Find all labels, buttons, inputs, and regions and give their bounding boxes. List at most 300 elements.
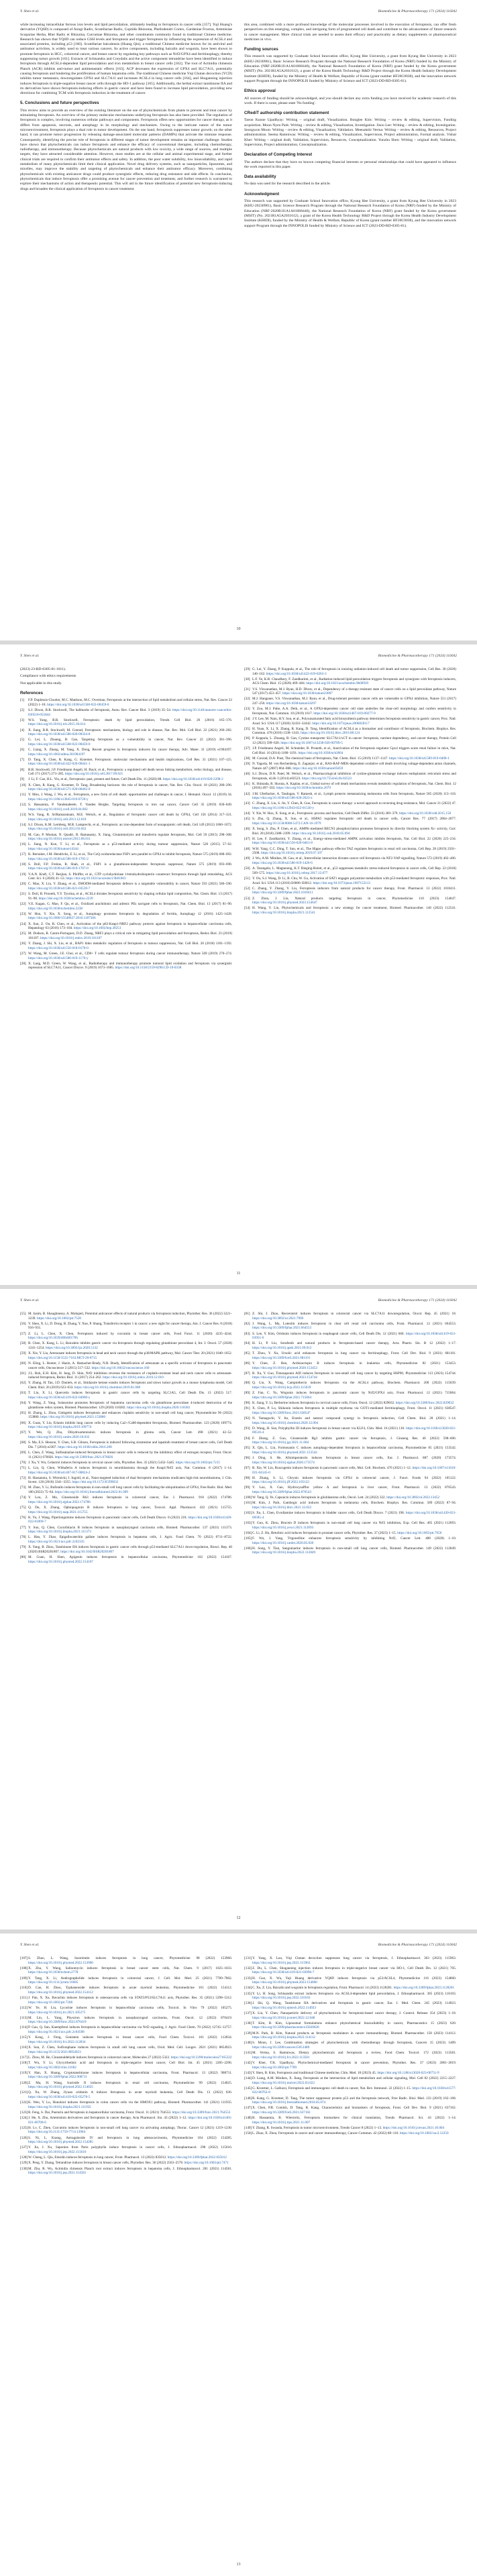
reference-text: X. Liu, Y. Chen, Nanoparticle delivery of phytochemicals for ferroptosis-based cancer therapy, J. Control. Release 354 (2023) 1–18. xyxy=(252,2011,456,2016)
reference-doi-link[interactable]: https://doi.org/10.1016/j.phymed.2023.154744 xyxy=(252,1376,317,1380)
reference-number: [31] xyxy=(244,687,250,691)
reference-doi-link[interactable]: https://doi.org/10.1016/j.cell.2017.09.021 xyxy=(64,772,123,777)
reference-doi-link[interactable]: https://doi.org/10.3389/fonc.2021.764553 xyxy=(172,2110,231,2115)
reference-doi-link[interactable]: https://doi.org/10.1002/ptr.7520 xyxy=(36,1316,82,1321)
reference-doi-link[interactable]: https://doi.org/10.1002/cac2.12250 xyxy=(399,2131,449,2136)
reference-doi-link[interactable]: https://doi.org/10.1038/cdd.2015.158 xyxy=(399,811,452,816)
reference-entry xyxy=(244,817,456,826)
reference-text: C. Zhang, Y. Zhang, Y. Liu, Ferroptosis inducers from natural products for cancer therapy, Front. Pharmacol. 13 (2022) 1010411. xyxy=(252,886,456,891)
reference-number: [24] xyxy=(20,921,26,926)
reference-doi-link[interactable]: https://doi.org/10.7554/eLife.02523 xyxy=(301,776,352,781)
reference-doi-link[interactable]: https://doi.org/10.1016/j.cell.2013.12.010 xyxy=(28,817,87,822)
reference-number: [48] xyxy=(244,846,250,851)
reference-doi-link[interactable]: https://doi.org/10.1021/acs.jafc.2c02335 xyxy=(28,1539,85,1544)
reference-text: M. Conrad, D.A. Pratt, The chemical basis of ferroptosis, Nat. Chem. Biol. 15 (2019) 1137–1147. xyxy=(252,757,388,761)
reference-doi-link[interactable]: https://doi.org/10.1002/ptr.7215 xyxy=(175,1460,220,1465)
reference-entry xyxy=(20,1986,232,1995)
reference-entry xyxy=(244,677,456,686)
reference-doi-link[interactable]: https://doi.org/10.1016/j.biopha.2021.111935 xyxy=(28,2105,91,2109)
reference-entry xyxy=(244,707,456,716)
reference-number: [51] xyxy=(244,877,250,881)
reference-number: [10] xyxy=(20,783,26,787)
reference-number: [64] xyxy=(20,1401,26,1406)
reference-number: [82] xyxy=(244,1321,250,1326)
reference-text: V.E. Kagan, G. Mao, F. Qu, et al., Oxidized arachidonic and adrenic PEs navigate cells to ferroptosis, Nat. Chem. Biol. 13 (2017) 81–90. xyxy=(28,902,232,906)
reference-number: [7] xyxy=(20,757,25,762)
reference-doi-link[interactable]: https://doi.org/10.1002/adma.201904197 xyxy=(28,752,85,757)
reference-doi-link[interactable]: https://doi.org/10.1111/1759-7714.13904 xyxy=(28,2130,86,2135)
reference-entry xyxy=(244,2061,456,2070)
reference-doi-link[interactable]: https://doi.org/10.1016/j.fct.2022.113581 xyxy=(252,2055,310,2060)
reference-text: M.J. Hangauer, V.S. Viswanathan, M.J. Ryan, et al., Drug-tolerant persister cancer cells are vulnerable to GPX4 inhibition, Nature 551 (2017) 247–250. xyxy=(252,697,456,706)
reference-text: J.L. Roh, E.H. Kim, H. Jang, D. Shin, Nrf2 inhibition reverses the resistance of cisplatin-resistant head and neck cancer cells to artesunate-induced ferroptosis, Redox Biol. 11 (2017) 254–262. xyxy=(28,1371,232,1380)
reference-doi-link[interactable]: https://doi.org/10.1038/s41586-020-2623-z xyxy=(252,796,313,801)
reference-doi-link[interactable]: https://doi.org/10.3389/fcell.2021.681101 xyxy=(252,1355,311,1360)
reference-doi-link[interactable]: https://doi.org/10.1038/s41467-019-09277-9 xyxy=(313,711,376,716)
reference-number: [117] xyxy=(20,2055,28,2060)
reference-doi-link[interactable]: https://doi.org/10.1016/j.phymed.2022.153960 xyxy=(28,1960,93,1965)
reference-entry xyxy=(20,748,232,757)
reference-text: L. Zhou, M. He, Cinnamaldehyde induces ferroptosis in colorectal cancer, Molecules 27 (2022) 5322. xyxy=(28,2055,170,2060)
reference-number: [139] xyxy=(244,2031,252,2035)
running-header xyxy=(20,654,457,661)
reference-doi-link[interactable]: https://doi.org/10.1155/2021/8854923 xyxy=(28,2050,81,2054)
reference-doi-link[interactable]: https://doi.org/10.1038/s41419-022-05278-5 xyxy=(28,2094,91,2099)
reference-doi-link[interactable]: https://doi.org/10.1038/s41419-021-03951-6 xyxy=(252,1331,456,1341)
reference-entry xyxy=(20,1441,232,1449)
reference-number: [42] xyxy=(244,791,250,796)
reference-doi-link[interactable]: https://doi.org/10.3389/fphar.2023.1128201 xyxy=(393,1986,455,1991)
reference-doi-link[interactable]: https://doi.org/10.1016/j.biopha.2021.111373 xyxy=(28,1530,91,1534)
reference-doi-link[interactable]: https://doi.org/10.3892/ijo.2020.5132 xyxy=(45,1345,98,1350)
reference-doi-link[interactable]: https://doi.org/10.1016/j.bcp.2022.115039 xyxy=(252,1386,311,1390)
reference-doi-link[interactable]: https://doi.org/10.1002/hep.28251 xyxy=(73,926,121,931)
reference-entry xyxy=(20,942,232,950)
reference-doi-link[interactable]: https://doi.org/10.1186/s13045-019-0720-y xyxy=(28,797,89,801)
reference-number: [102] xyxy=(244,1511,252,1516)
reference-doi-link[interactable]: https://doi.org/10.1016/j.chembiol.2020.12.004 xyxy=(252,1420,319,1425)
reference-doi-link[interactable]: https://doi.org/10.1016/j.molcel.2022.03.022 xyxy=(252,2080,315,2085)
header-journal: Biomedicine & Pharmacotherapy 171 (2024) 116042 xyxy=(378,9,457,13)
section-heading: CRediT authorship contribution statement xyxy=(244,111,329,116)
reference-number: [144] xyxy=(244,2076,252,2080)
reference-entry xyxy=(20,813,232,822)
reference-doi-link[interactable]: https://doi.org/10.1158/2159-8290.CD-19-0338 xyxy=(115,966,182,970)
paragraph: while increasing intracellular ferrous iron levels and lipid peroxidation, ultimately leading to ferroptosis in cancer cells [157]. Yuji Huang's derivative (YQ6D) is composed of Aongi Radix, Scutellariae Radix, Coptidis Rhizoma, Phellodendri Cortex, Gardeniae Fructus, Artemisiae Scopariae Herba, Rhei Radix et Rhizoma, Curcumae Rhizoma, and other constituents commonly found in traditional Chinese medicine. Research has shown that YQ6D can reduce GSH levels and ferroptosis and trigger ferroptosis by influencing the expression of ACSL4 and associated proteins, including p53 [160]. Scutellariae baicalensis (Huang Qin), a traditional Chinese medicine known for its antiviral and antitumor activities, is widely used to treat various cancers. Its active components, including baicalin and wogonin, have been shown to promote ferroptosis in HCC, colorectal cancer, and breast cancer by regulating key pathways such as Nrf2/GPX4 and ferritinophagy, thereby suppressing tumor growth [161]. Extracts of Schisandra and Corydalis and the active component tetrandrine have been identified to induce ferroptosis through ACSL4-dependent lipid peroxidation and iron metabolism in breast cancer cells [162]. The root of Actinidia chinensis Planch (ACR) inhibits anti-tumor and antimetastatic effects [163]. ACP decreases the expression of GPX4 and SLC7A11, potentially causing ferroptosis and hindering the proliferation of human hepatoma cells. The traditional Chinese medicine Yiqi Chutan decoction (YCD) inhibits tumor metastasis, downregulates GPX4 and SLC7A11 and increases ACSL4 in lung cancer cells [164], and Shuganning injection induces ferroptosis in triple-negative breast cancer cells through the HO-1 pathway [165]. Additionally, the herbal extract tanshinone IIA and its derivatives have shown ferroptosis-inducing effects in gastric cancer and have been found to increase lipid peroxidation, providing new directions for combining TCM with ferroptosis induction in the treatment of cancer. xyxy=(20,23,232,96)
reference-doi-link[interactable]: https://doi.org/10.1039/d0fo00170h xyxy=(28,1336,78,1341)
reference-doi-link[interactable]: https://doi.org/10.1016/j.molcel.2015.06.011 xyxy=(28,837,91,842)
reference-text: L. Han, Y. Zhao, Epigallocatechin gallate induces ferroptosis in hepatoma cells, J. Agric. Food Chem. 70 (2022) 8711–8722. xyxy=(28,1535,232,1540)
reference-text: Z. Zhou, J. Liu, Natural products targeting ferroptosis in cancer, Phytomedicine 110 (2023) 154647. xyxy=(252,896,456,901)
reference-doi-link[interactable]: https://doi.org/10.1073/pnas.2006828117 xyxy=(312,721,370,726)
reference-doi-link[interactable]: https://doi.org/10.1016/j.bbrc.2021.12.022 xyxy=(252,1506,312,1510)
column-left xyxy=(20,1312,232,1903)
reference-entry xyxy=(20,2016,232,2025)
reference-number: [100] xyxy=(244,1496,252,1500)
reference-doi-link[interactable]: https://doi.org/10.1016/j.phymed.2022.154025 xyxy=(28,2085,93,2090)
reference-doi-link[interactable]: https://doi.org/10.1016/j.fct.2022.112834 xyxy=(28,2039,86,2044)
reference-text: X. Qin, L. Liu, Formosanin C induces autophagy-dependent ferroptosis in hepatocellular carcinoma, Phytomedicine 85 (2021) 153542. xyxy=(252,1446,456,1451)
reference-doi-link[interactable]: https://doi.org/10.1016/j.biopha.2022.114112 xyxy=(252,2035,315,2040)
reference-doi-link[interactable]: https://doi.org/10.1016/j.tiv.2021.105275 xyxy=(28,2010,86,2015)
reference-text: Y. Jia, J. Xu, Saponins from Paris polyphylla induce ferroptosis in cancer cells, J. Ethnopharmacol. 298 (2022) 115616. xyxy=(28,2145,232,2150)
reference-entry xyxy=(20,1555,232,1564)
reference-number: [104] xyxy=(244,1530,252,1535)
reference-text: G. Lei, L. Zhuang, B. Gan, Targeting ferroptosis as a vulnerability in cancer, Nat. Rev. Cancer 22 (2022) 381–396. xyxy=(28,738,232,742)
reference-doi-link[interactable]: https://doi.org/10.1021/acs.jafc.2c04568 xyxy=(28,2030,85,2035)
reference-text: N. Yamaguchi, Y. Ito, Erastin and natural compound synergy in ferroptosis induction, Cell Chem. Biol. 28 (2021) 1–14. xyxy=(252,1416,456,1420)
reference-doi-link[interactable]: https://doi.org/10.1038/ncb3064 xyxy=(298,750,343,755)
reference-text: C. Mao, X. Liu, Y. Zhang, et al., DHODH-mediated ferroptosis defence is a targetable vulnerability in cancer, Nature 593 (2021) 586–590. xyxy=(28,882,232,887)
reference-doi-link[interactable]: https://doi.org/10.1016/j.phymed.2020.153453 xyxy=(252,1365,317,1370)
reference-text: W. Ye, H. Liu, Lycorine induces ferroptosis in hepatocellular carcinoma cells, Toxicol. In Vitro 79 (2022) 105275. xyxy=(28,2005,232,2010)
reference-doi-link[interactable]: https://doi.org/10.1080/15548627.2016.1187366 xyxy=(28,916,96,921)
reference-entry xyxy=(20,728,232,737)
reference-doi-link[interactable]: https://doi.org/10.3892/or.2021.7969 xyxy=(252,1316,304,1321)
reference-entry xyxy=(20,1322,232,1331)
reference-number: [126] xyxy=(20,2135,28,2140)
reference-text: R. Chen, X. Kang, L. Li, Baicalein inhibits gastric cancer via ferroptosis through regulating glutathione peroxidase 4, Int. J. Oncol. 57 (2020) 1241–1254. xyxy=(28,1341,232,1350)
column-right xyxy=(244,667,456,1258)
reference-text: D. Wang, H. Sun, Polyphyllin III induces ferroptosis in breast cancer via KLF4, Chin. Med. 16 (2021) 110. xyxy=(252,1426,405,1431)
reference-entry xyxy=(244,687,456,696)
reference-text: R. Kang, G. Kroemer, D. Tang, The tumor suppressor protein p53 and the ferroptosis network, Free Radic. Biol. Med. 133 (2019) 162–168. xyxy=(252,2096,456,2101)
reference-doi-link[interactable]: https://doi.org/10.1042/BSR20201807 xyxy=(60,1549,114,1554)
reference-number: [23] xyxy=(20,911,26,916)
reference-entry xyxy=(20,1312,232,1321)
reference-doi-link[interactable]: https://doi.org/10.3389/fphar.2022.908711 xyxy=(28,2075,87,2080)
reference-text: L. Zhao, X. Zhou, Ferroptosis in cancer and cancer immunotherapy, Cancer Commun. 42 (2022) 88–116. xyxy=(252,2131,399,2136)
reference-doi-link[interactable]: https://doi.org/10.1016/j.celrep.2017.12.077 xyxy=(266,871,328,875)
reference-text: Z. Shi, J. Zhou, Resveratrol induces ferroptosis in colorectal cancer via SLC7A11 downregulation, Oncol. Rep. 45 (2021) 18. xyxy=(252,1312,456,1316)
reference-entry xyxy=(244,801,456,810)
reference-doi-link[interactable]: https://doi.org/10.1016/j.cub.2018.05.094 xyxy=(292,831,350,836)
paragraph: Taeon Kunne Upadhyay: Writing – original draft, Visualization. Bonglee Kim: Writing – review & editing, Supervision, Funding acquisition. Moon Nyeo Park: Writing – review & editing, Visualization, Investigation. Jisoo Lee: Writing – review & editing, Investigation. Seongwon Moon: Writing – review & editing, Visualization, Validation. Meenakshi Verma: Writing – review & editing, Resources, Project administration. Seema Ramniwas: Writing – review & editing, Visualization, Supervision, Project administration, Formal analysis. Vishal Kher: Writing – original draft, Validation, Supervision, Resources, Conceptualization. Yunzhu Shen: Writing – original draft, Validation, Supervision, Project administration, Conceptualization. xyxy=(244,118,456,147)
reference-entry xyxy=(20,1381,232,1390)
reference-doi-link[interactable]: https://doi.org/10.1016/j.canlet.2020.10.032 xyxy=(28,1435,90,1439)
reference-doi-link[interactable]: https://doi.org/10.1016/j.biopha.2021.112541 xyxy=(252,910,316,915)
reference-number: [3] xyxy=(20,718,25,722)
reference-doi-link[interactable]: https://doi.org/10.1016/j.jep.2022.115616 xyxy=(28,2150,87,2155)
reference-doi-link[interactable]: https://doi.org/10.1038/nchembio.2238 xyxy=(28,906,83,911)
reference-doi-link[interactable]: https://doi.org/10.1111/jcmm.16685 xyxy=(28,1980,78,1985)
reference-doi-link[interactable]: https://doi.org/10.1038/s41586-019-1707-0 xyxy=(28,866,89,871)
reference-doi-link[interactable]: https://doi.org/10.1038/nature14344 xyxy=(28,846,78,851)
reference-doi-link[interactable]: https://doi.org/10.1016/j.biopha.2020.110282 xyxy=(127,1405,191,1410)
reference-doi-link[interactable]: https://doi.org/10.1016/j.jep.2021.114581 xyxy=(28,2171,87,2176)
reference-doi-link[interactable]: https://doi.org/10.1038/s41419-022-04960-y xyxy=(28,1395,91,1400)
reference-entry xyxy=(20,738,232,746)
reference-doi-link[interactable]: https://doi.org/10.1038/nature24297 xyxy=(266,701,317,706)
reference-text: H. Li, P. Liu, Sorafenib and natural products in ferroptosis-based cancer therapy, Acta Pharm. Sin. B 12 (2022) 1–17. xyxy=(252,1341,456,1346)
reference-doi-link[interactable]: https://doi.org/10.1038/s41580-020-00324-8 xyxy=(28,732,91,737)
reference-doi-link[interactable]: https://doi.org/10.1038/s41556-018-0178-0 xyxy=(28,946,89,950)
reference-number: [134] xyxy=(244,1986,252,1991)
reference-text: Y. Han, X. Huang, Cryptotanshinone induces ferroptosis in hepatocellular carcinoma, Front. Pharmacol. 13 (2022) 908711. xyxy=(28,2070,232,2075)
reference-text: Y. Lou, Z. Ma, Ginsenoside Rh3 induces ferroptosis in colorectal cancer, Eur. J. Pharmacol. 918 (2022) 174786. xyxy=(28,1496,232,1500)
reference-entry xyxy=(244,2086,456,2095)
reference-doi-link[interactable]: https://doi.org/10.1038/s41577-022-00762-8 xyxy=(252,2086,456,2095)
reference-entry xyxy=(20,842,232,851)
reference-doi-link[interactable]: https://doi.org/10.1016/j.canlet.2020.05.020 xyxy=(252,1541,314,1545)
reference-entry xyxy=(20,2111,232,2115)
reference-doi-link[interactable]: https://doi.org/10.3389/fonc.2022.829032 xyxy=(395,1401,454,1406)
reference-doi-link[interactable]: https://doi.org/10.1186/s13020-023-00751-9 xyxy=(377,2070,439,2075)
reference-doi-link[interactable]: https://doi.org/10.1038/s41586-019-1426-6 xyxy=(252,861,313,866)
reference-entry xyxy=(20,1451,232,1459)
reference-text: J.P. Friedmann Angeli, M. Schneider, B. Proneth, et al., Inactivation of the ferroptosis regulator Gpx4 triggers acute renal failure in mice, Nat. Cell Biol. 16 (2014) 1180–1191. xyxy=(252,746,456,755)
header-author: Y. Shen et al. xyxy=(20,1943,40,1947)
reference-doi-link[interactable]: https://doi.org/10.1038/s41467-017-00824-2 xyxy=(28,1470,91,1475)
reference-entry xyxy=(244,866,456,875)
reference-number: [136] xyxy=(244,2001,252,2006)
reference-entry xyxy=(20,2090,232,2099)
reference-number: [122] xyxy=(20,2101,28,2105)
reference-doi-link[interactable]: https://doi.org/10.1007/s11010-021-04145-0 xyxy=(252,1465,456,1475)
reference-doi-link[interactable]: https://doi.org/10.1016/j.phymed.2023.154647 xyxy=(252,901,317,905)
reference-number: [88] xyxy=(244,1381,250,1386)
reference-doi-link[interactable]: https://doi.org/10.1002/ptr.7208 xyxy=(28,2000,73,2005)
paragraph: This research was supported by Graduate School Innovation office, Kyung Hee University, a grant from Kyung Hee University in 2023 (KHU-20230961), Basic Science Research Program through the National Research Foundation of Korea (NRF) funded by the Ministry of Education (NRF-2020R1I1A1A01068446), the National Research Foundation of Korea (NRF) grant funded by the Korea government (MSIT) (No. 2021R1A5A2031612), a grant of the Korea Health Technology R&D Project through the Korea Health Industry Development Institute (KHIDI), funded by the Ministry of Health & Welfare, Republic of Korea (grant number HF20C0038), and the innovation network support Program through the INNOPOLIS funded by Ministry of Science and ICT (2023-DD-RD-0305-01). xyxy=(244,54,456,83)
reference-doi-link[interactable]: https://doi.org/10.1038/s41571-020-00462-0 xyxy=(28,787,91,792)
reference-text: K. Yu, J. Wang, Piperlongumine induces ferroptosis in pancreatic cancer cells, Cell Death Discov. 8 (2022) 218. xyxy=(28,1515,187,1520)
reference-number: [99] xyxy=(244,1486,250,1490)
reference-doi-link[interactable]: https://doi.org/10.1038/s41586-019-1170-y xyxy=(28,956,89,960)
reference-entry xyxy=(244,1332,456,1341)
reference-doi-link[interactable]: https://doi.org/10.1038/cddis.2016.208 xyxy=(58,1445,112,1449)
reference-doi-link[interactable]: https://doi.org/10.1038/s41420-021-00585-4 xyxy=(252,1511,456,1520)
reference-doi-link[interactable]: https://doi.org/10.1073/pnas.1607152113 xyxy=(313,881,370,885)
reference-doi-link[interactable]: https://doi.org/10.1146/annurev-cancerbio-030518-055844 xyxy=(28,708,232,717)
reference-doi-link[interactable]: https://doi.org/10.1016/j.phymed.2022.154285 xyxy=(28,2140,93,2145)
reference-doi-link[interactable]: https://doi.org/10.3892/ol.2022.13452 xyxy=(386,1496,440,1500)
reference-text: C. Liang, X. Zhang, M. Yang, X. Dong, Recent progress in ferroptosis inducers for cancer therapy, Adv. Mater. 31 (2019) e1904197. xyxy=(28,748,232,752)
reference-doi-link[interactable]: https://doi.org/10.1016/j.phymed.2022.154167 xyxy=(28,1559,93,1564)
reference-doi-link[interactable]: https://doi.org/10.3389/fonc.2021.676826 xyxy=(54,1455,113,1459)
reference-doi-link[interactable]: https://doi.org/10.1016/j.redox.2019.101107 xyxy=(40,936,102,940)
reference-doi-link[interactable]: https://doi.org/10.1172/JCI99032 xyxy=(72,1480,119,1485)
reference-text: T. Kim, B. Kim, Liposomal formulations enhance phytochemical bioavailability in cancer, Pharmaceutics 15 (2023) 620. xyxy=(252,2021,456,2025)
reference-doi-link[interactable]: https://doi.org/10.3390/cancers15051489 xyxy=(252,2046,310,2050)
reference-doi-link[interactable]: https://doi.org/10.1002/ptr.7789 xyxy=(252,2065,297,2070)
reference-doi-link[interactable]: https://doi.org/10.1186/s12943-022-01530-y xyxy=(252,805,315,810)
reference-doi-link[interactable]: https://doi.org/10.1038/nature05859 xyxy=(293,766,343,771)
reference-doi-link[interactable]: https://doi.org/10.1016/j.freeradbiomed.2018.05.074 xyxy=(252,2101,326,2105)
reference-doi-link[interactable]: https://doi.org/10.1038/s41586-021-03539-7 xyxy=(28,887,91,891)
paragraph: this area, combined with a more profound knowledge of the molecular processes involved in the execution of ferroptosis, can offer fresh perspectives on this emerging, complex, and intriguing form of programmed cell death and contribute to the advancement of future research in cancer management. More clinical trials are needed to assess their efficacy and practicality as dietary supplements or pharmaceutical medicines in vivo. xyxy=(244,23,456,42)
reference-number: [114] xyxy=(20,2025,28,2030)
reference-entry xyxy=(20,833,232,842)
reference-text: S. Doll, B. Proneth, Y.Y. Tyurina, et al., ACSL4 dictates ferroptosis sensitivity by shaping cellular lipid composition, Nat. Chem. Biol. 13 (2017) 91–98. xyxy=(28,892,232,901)
reference-doi-link[interactable]: https://doi.org/10.18632/oncoscience.160 xyxy=(91,1365,150,1370)
reference-text: M. Dodson, R. Castro-Portuguez, D.D. Zhang, NRF2 plays a critical role in mitigating lipid peroxidation and ferroptosis, Redox Biol. 23 (2019) 101107. xyxy=(28,932,232,940)
reference-text: L.F. Ye, K.R. Chaudhary, F. Zandkarimi, et al., Radiation-induced lipid peroxidation triggers ferroptosis and synergizes with ferroptosis inducers, ACS Chem. Biol. 15 (2020) 469–484. xyxy=(252,677,456,686)
reference-entry xyxy=(20,2025,232,2034)
reference-doi-link[interactable]: https://doi.org/10.1016/j.jgr.2021.11.004 xyxy=(252,1441,309,1445)
reference-entry xyxy=(20,2046,232,2054)
reference-doi-link[interactable]: https://doi.org/10.3390/pharmaceutics15020620 xyxy=(252,2025,319,2030)
reference-doi-link[interactable]: https://doi.org/10.1016/j.biopha.2022.112849 xyxy=(252,1551,316,1555)
reference-doi-link[interactable]: https://doi.org/10.1016/j.ejmech.2022.114923 xyxy=(252,2005,316,2010)
reference-doi-link[interactable]: https://doi.org/10.1016/j.jconrel.2022.12.048 xyxy=(252,2015,315,2020)
running-header xyxy=(20,9,457,16)
reference-entry xyxy=(20,1476,232,1485)
reference-doi-link[interactable]: https://doi.org/10.3389/fonc.2022.876419 xyxy=(28,2020,87,2025)
reference-number: [9] xyxy=(20,777,25,782)
reference-entry xyxy=(244,1992,456,2001)
reference-doi-link[interactable]: https://doi.org/10.1016/j.taap.2021.115755 xyxy=(28,1510,88,1514)
reference-doi-link[interactable]: https://doi.org/10.1016/j.biopha.2019.109774 xyxy=(28,1425,92,1430)
reference-text: R. Xie, W. Lin, Ruscogenin induces ferroptosis in pancreatic cancer cells, Mol. Cell. Biochem. 476 (2021) 1–12. xyxy=(252,1465,412,1470)
reference-text: X. Peng, Y. Zhang, Tetrandrine induces ferroptosis in breast cancer cells, Phytother. Res. 36 (2022) 2563–2576. xyxy=(28,2161,184,2166)
reference-text: C. Zhang, X. Liu, S. Jin, Y. Chen, R. Guo, Ferroptosis in cancer therapy: a novel approach to reversing drug resistance, Mol. Cancer 21 (2022) 47. xyxy=(252,801,456,806)
reference-entry xyxy=(244,667,456,676)
reference-doi-link[interactable]: https://doi.org/10.1016/j.ccell.2019.04.002 xyxy=(28,807,88,811)
reference-number: [6] xyxy=(20,748,25,752)
reference-doi-link[interactable]: https://doi.org/10.1016/j.jff.2022.105122 xyxy=(252,1480,309,1485)
reference-doi-link[interactable]: https://doi.org/10.3389/fphar.2022.876543 xyxy=(252,1490,312,1495)
reference-entry xyxy=(20,2116,232,2125)
reference-entry xyxy=(244,772,456,781)
reference-text: Y. Zou, M.J. Palte, A.A. Deik, et al., A GPX4-dependent cancer cell state underlies the clear-cell morphology and confers sensitivity to ferroptosis, Nat. Commun. 10 (2019) 1617. xyxy=(252,707,456,716)
reference-entry xyxy=(20,793,232,801)
reference-doi-link[interactable]: https://doi.org/10.1038/nature23007 xyxy=(282,691,333,696)
reference-doi-link[interactable]: https://doi.org/10.1016/j.trecan.2021.10.004 xyxy=(382,2125,445,2130)
reference-number: [128] xyxy=(20,2155,28,2160)
reference-doi-link[interactable]: https://doi.org/10.1002/ptr.7650 xyxy=(397,1530,442,1535)
reference-text: L. Lin, Q. Chen, Withaferin A induces ferroptosis in neuroblastoma through the Keap1/Nrf2 axis, Nat. Commun. 8 (2017) 1–14. xyxy=(28,1465,232,1470)
reference-doi-link[interactable]: https://doi.org/10.1016/j.celrep.2019.07.107 xyxy=(260,851,323,856)
reference-entry xyxy=(20,1516,232,1524)
reference-text: S. Zhu, Q. Zhang, X. Sun, et al., HSPA5 regulates ferroptotic cell death in cancer cells, Cancer Res. 77 (2017) 2064–2077. xyxy=(252,817,456,822)
reference-doi-link[interactable]: https://doi.org/10.3389/fonc.2021.638547 xyxy=(252,1410,311,1415)
reference-number: [119] xyxy=(20,2070,28,2075)
reference-doi-link[interactable]: https://doi.org/10.1016/j.chembiol.2019.01.008 xyxy=(74,1386,141,1390)
reference-doi-link[interactable]: https://doi.org/10.1016/j.tcb.2015.10.014 xyxy=(28,722,86,727)
reference-entry xyxy=(244,762,456,771)
reference-doi-link[interactable]: https://doi.org/10.1007/s13238-020-00789-5 xyxy=(280,741,343,746)
reference-doi-link[interactable]: https://doi.org/10.3389/fphar.2021.664553 xyxy=(252,1326,312,1331)
reference-number: [147] xyxy=(244,2106,252,2111)
reference-doi-link[interactable]: https://doi.org/10.1038/s41589-019-0408-1 xyxy=(388,757,449,761)
reference-entry xyxy=(20,862,232,871)
reference-doi-link[interactable]: https://doi.org/10.1038/s41556-020-0461-8 xyxy=(252,841,313,846)
page-number: 12 xyxy=(236,1916,241,1920)
reference-number: [105] xyxy=(244,1536,252,1541)
reference-doi-link[interactable]: https://doi.org/10.1038/s41419-020-2298-2 xyxy=(162,777,223,782)
reference-doi-link[interactable]: https://doi.org/10.1016/j.jep.2022.116103 xyxy=(252,1996,311,2001)
reference-text: M. Jasim, B. Shaughnessy, A. Mohajeri, Potential anticancer effects of natural products via ferroptosis induction, Phytother. Res. 36 (2022) 3221–3239. xyxy=(28,1312,232,1321)
reference-entry xyxy=(20,2161,232,2166)
reference-number: [93] xyxy=(244,1426,250,1431)
reference-doi-link[interactable]: https://doi.org/10.1002/ptr.7471 xyxy=(184,2161,229,2166)
reference-doi-link[interactable]: https://doi.org/10.1016/j.freeradbiomed.2022.01.009 xyxy=(54,1490,128,1495)
reference-number: [16] xyxy=(20,842,26,847)
reference-doi-link[interactable]: https://doi.org/10.1016/j.phymed.2022.154112 xyxy=(28,1990,93,1995)
reference-doi-link[interactable]: https://doi.org/10.1038/s41422-019-0263-3 xyxy=(266,671,327,676)
reference-text: Y. Ou, S.J. Wang, D. Li, B. Chu, W. Gu, Activation of SAT1 engages polyamine metabolism with p53-mediated ferroptotic responses, Proc. Natl. Acad. Sci. USA 113 (2016) E6806–E6812. xyxy=(252,877,456,885)
reference-entry xyxy=(20,912,232,921)
reference-doi-link[interactable]: https://doi.org/10.1016/j.ejphar.2020.173574 xyxy=(252,1460,315,1465)
reference-doi-link[interactable]: https://doi.org/10.1016/j.apsb.2021.09.012 xyxy=(252,1345,312,1350)
reference-doi-link[interactable]: https://doi.org/10.1021/acschembio.9b00939 xyxy=(306,681,369,686)
reference-doi-link[interactable]: https://doi.org/10.1016/j.phymed.2021.153542 xyxy=(252,1450,317,1455)
reference-doi-link[interactable]: https://doi.org/10.1038/s41401-021-00700-6 xyxy=(28,2116,232,2125)
reference-doi-link[interactable]: https://doi.org/10.1002/cbin.11662 xyxy=(28,2065,76,2070)
column-right xyxy=(244,1312,456,1903)
reference-doi-link[interactable]: https://doi.org/10.1038/s41586-019-1705-2 xyxy=(28,856,89,861)
reference-text: X. Jiang, B.R. Stockwell, M. Conrad, Ferroptosis: mechanisms, biology and role in disease, Nat. Rev. Mol. Cell Biol. 22 (2021) 266–282. xyxy=(28,728,232,732)
reference-doi-link[interactable]: https://doi.org/10.1186/s13020-021-00516-4 xyxy=(252,1426,456,1435)
reference-doi-link[interactable]: https://doi.org/10.1158/0008-5472.CAN-16-1979 xyxy=(252,821,321,826)
reference-doi-link[interactable]: https://doi.org/10.1038/nchembio.2239 xyxy=(38,896,93,901)
page-number: 11 xyxy=(236,1272,241,1276)
reference-doi-link[interactable]: https://doi.org/10.1016/j.ejphar.2022.174786 xyxy=(28,1500,91,1504)
column-right xyxy=(244,23,456,614)
reference-number: [14] xyxy=(20,822,26,827)
reference-doi-link[interactable]: https://doi.org/10.1016/j.phymed.2023.154860 xyxy=(252,1980,317,1985)
reference-number: [11] xyxy=(20,793,26,797)
reference-doi-link[interactable]: https://doi.org/10.1038/s41420-022-01009-7 xyxy=(28,1515,232,1524)
reference-doi-link[interactable]: https://doi.org/10.1016/j.jep.2022.115963 xyxy=(252,1960,311,1965)
reference-entry xyxy=(20,2101,232,2109)
reference-entry xyxy=(244,847,456,856)
reference-doi-link[interactable]: https://doi.org/10.1158/1535-7163.MCT-20-0715 xyxy=(28,1355,97,1360)
reference-doi-link[interactable]: https://doi.org/10.1038/s41422-020-00441-1 xyxy=(28,762,91,767)
reference-entry xyxy=(20,2155,232,2160)
reference-doi-link[interactable]: https://doi.org/10.1038/s41419-021-03996-7 xyxy=(252,1970,315,1975)
reference-doi-link[interactable]: https://doi.org/10.1016/j.bbrc.2016.08.124 xyxy=(301,731,360,736)
reference-number: [19] xyxy=(20,872,26,877)
reference-doi-link[interactable]: https://doi.org/10.3389/fcell.2021.637162 xyxy=(252,2110,311,2115)
reference-doi-link[interactable]: https://doi.org/10.1016/j.yexcr.2021.112693 xyxy=(252,1525,314,1530)
reference-text: D. Liang, A.M. Minikes, X. Jiang, Ferroptosis at the intersection of lipid metabolism and cellular signaling, Mol. Cell 82 (2022) 2215–2227. xyxy=(252,2076,456,2080)
reference-doi-link[interactable]: https://doi.org/10.1016/j.phymed.2021.153880 xyxy=(40,1415,106,1420)
reference-doi-link[interactable]: https://doi.org/10.1038/s41568-022-00459-0 xyxy=(28,742,91,746)
reference-doi-link[interactable]: https://doi.org/10.1016/j.tips.2021.11.007 xyxy=(252,2120,311,2125)
reference-number: [84] xyxy=(244,1341,250,1346)
reference-number: [131] xyxy=(244,1956,252,1960)
reference-doi-link[interactable]: https://doi.org/10.3389/fphar.2022.835012 xyxy=(167,2155,227,2160)
reference-doi-link[interactable]: https://doi.org/10.1016/j.cell.2012.03.042 xyxy=(28,827,87,832)
reference-entry xyxy=(20,852,232,861)
reference-entry xyxy=(244,1312,456,1321)
paragraph: Compliance with ethics requirements xyxy=(20,674,76,679)
reference-number: [20] xyxy=(20,882,26,887)
reference-number: [86] xyxy=(244,1361,250,1365)
reference-number: [5] xyxy=(20,738,25,742)
reference-number: [36] xyxy=(244,736,250,741)
reference-doi-link[interactable]: https://doi.org/10.3389/fphar.2022.1010411 xyxy=(252,891,313,895)
reference-doi-link[interactable]: https://doi.org/10.3389/fphar.2021.715064 xyxy=(252,1395,312,1400)
reference-text: S. Hassannia, P. Vandenabeele, T. Vanden Berghe, Targeting ferroptosis to iron out cancer, Cancer Cell 35 (2019) 830–849. xyxy=(28,803,232,807)
reference-doi-link[interactable]: https://doi.org/10.1038/s41568-022-00459-0 xyxy=(47,702,109,707)
reference-doi-link[interactable]: https://doi.org/10.3390/molecules27165322 xyxy=(170,2055,232,2060)
reference-text: H. Guo, X. Wu, Yuji Huang derivative YQ6D induces ferroptosis via p53/ACSL4, Phytomedicine 116 (2023) 154860. xyxy=(252,1976,456,1980)
reference-text: S. Xu, L. Chen, Evodiamine induces ferroptosis in bladder cancer cells, Cell Death Discov. 7 (2021) 198. xyxy=(252,1511,405,1516)
reference-number: [94] xyxy=(244,1436,250,1441)
reference-doi-link[interactable]: https://doi.org/10.1038/nchem.2778 xyxy=(28,1970,78,1975)
running-header xyxy=(20,1298,457,1305)
reference-doi-link[interactable]: https://doi.org/10.1021/acscentsci.9b01063 xyxy=(66,877,126,881)
reference-text: X. Chen, R. Kang, G. Kroemer, D. Tang, Broadening horizons: the role of ferroptosis in cancer, Nat. Rev. Clin. Oncol. 18 (2021) 280–296. xyxy=(28,783,232,787)
reference-doi-link[interactable]: https://doi.org/10.1038/nchembio.2079 xyxy=(276,786,331,791)
reference-entry xyxy=(244,736,456,745)
section-heading: Funding sources xyxy=(244,47,278,52)
header-journal: Biomedicine & Pharmacotherapy 171 (2024) 116042 xyxy=(378,1943,457,1947)
reference-entry xyxy=(244,1322,456,1331)
reference-doi-link[interactable]: https://doi.org/10.1016/j.redox.2016.12.010 xyxy=(103,1376,164,1380)
